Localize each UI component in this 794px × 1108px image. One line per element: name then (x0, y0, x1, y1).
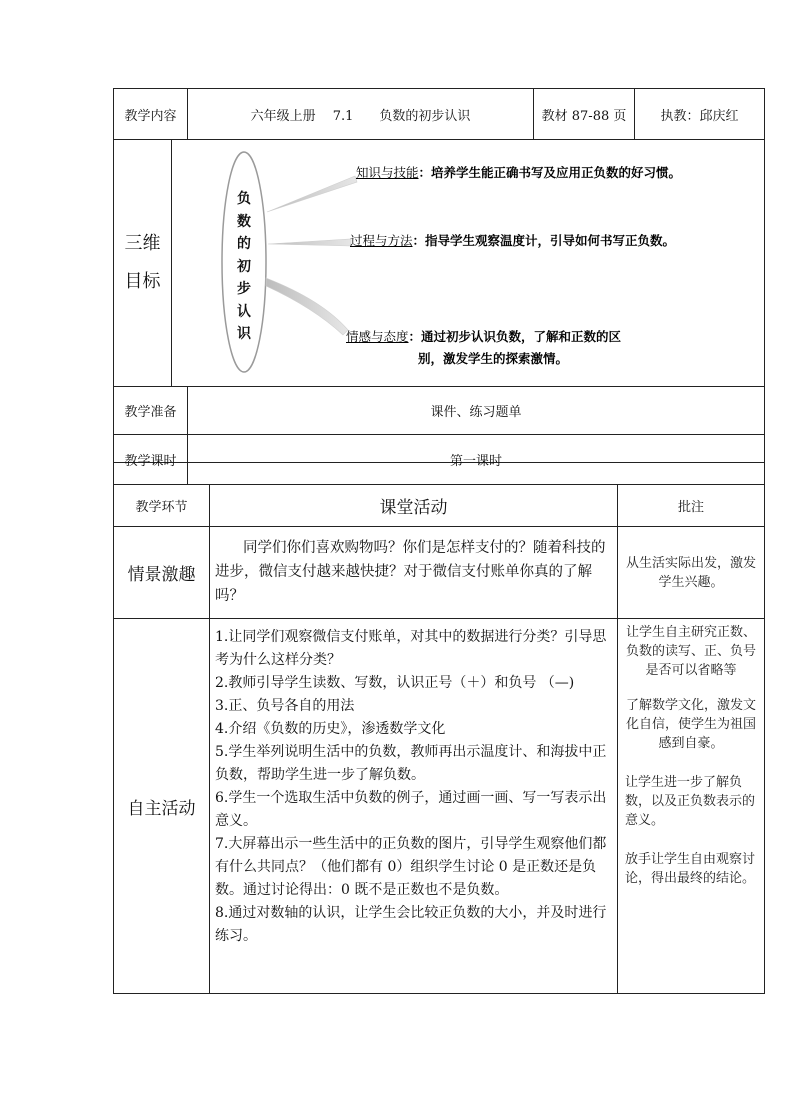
activity-table (113, 484, 765, 994)
emotion-goal (346, 326, 746, 370)
self-item-7: 7.大屏幕出示一些生活中的正负数的图片，引导学生观察他们都有什么共同点？（他们都有 0）组织学生讨论 0 是正数还是负数。通过讨论得出：0 既不是正数也不是负数。 (215, 836, 607, 898)
content-label: 教学内容 (124, 108, 177, 124)
topic-char: 初 (237, 258, 251, 275)
self-activity-cell (210, 619, 618, 993)
self-stage-cell (114, 619, 210, 993)
scene-stage: 情景激趣 (127, 565, 196, 585)
process-key: 过程与方法 (350, 233, 413, 248)
process-text: ：指导学生观察温度计，引导如何书写正负数。 (412, 233, 676, 248)
scene-note-cell (618, 527, 764, 619)
self-item-5: 5.学生举列说明生活中的负数，教师再出示温度计、和海拔中正负数，帮助学生进一步了解负数。 (215, 744, 607, 783)
prep-value: 课件、练习题单 (430, 405, 522, 420)
self-item-4: 4.介绍《负数的历史》，渗透数学文化 (215, 721, 446, 737)
activity-header: 课堂活动 (379, 498, 448, 518)
self-note-2: 了解数学文化，激发文化自信，使学生为祖国感到自豪。 (625, 698, 756, 751)
period-table (113, 434, 765, 485)
activity-header-cell (210, 485, 618, 527)
topic-char: 步 (237, 281, 251, 297)
emotion-text-1: ：通过初步认识负数，了解和正数的区 (408, 329, 622, 344)
period-value-cell (188, 434, 764, 484)
stage-header-cell (114, 485, 210, 527)
self-note-3: 让学生进一步了解负数，以及正负数表示的意义。 (625, 775, 756, 828)
goals-label-line2: 目标 (124, 271, 161, 292)
knowledge-goal (356, 162, 756, 184)
prep-label-cell (114, 387, 188, 435)
scene-text: 同学们你们喜欢购物吗？你们是怎样支付的？随着科技的进步，微信支付越来越快捷？对于微信支付账单你真的了解吗？ (215, 540, 606, 604)
scene-stage-cell (114, 527, 210, 619)
content-label-cell (114, 89, 188, 140)
self-note-1: 让学生自主研究正数、负数的读写、正、负号是否可以省略等 (625, 625, 756, 678)
knowledge-text: ：培养学生能正确书写及应用正负数的好习惯。 (418, 165, 682, 180)
emotion-ray (266, 278, 348, 335)
self-item-6: 6.学生一个选取生活中负数的例子，通过画一画、写一写表示出意义。 (215, 790, 607, 829)
self-notes-cell (618, 619, 764, 993)
self-stage: 自主活动 (127, 798, 196, 819)
process-goal (350, 230, 750, 252)
notes-header: 批注 (677, 500, 704, 515)
lesson-title-cell (188, 89, 534, 140)
knowledge-key: 知识与技能 (356, 165, 419, 180)
topic-char: 识 (237, 326, 251, 342)
topic-vertical-text (233, 188, 255, 346)
self-item-1: 1.让同学们观察微信支付账单，对其中的数据进行分类？引导思考为什么这样分类？ (215, 629, 607, 668)
stage-header: 教学环节 (135, 500, 188, 515)
period-label: 教学课时 (124, 453, 177, 469)
goals-label-line1: 三维 (124, 233, 161, 254)
topic-char: 负 (237, 191, 251, 207)
knowledge-ray (267, 176, 357, 212)
goals-diagram-cell (172, 140, 764, 387)
emotion-text-2: 别，激发学生的探索激情。 (418, 351, 569, 366)
topic-char: 数 (237, 213, 251, 230)
lesson-title: 六年级上册 7.1 负数的初步认识 (250, 108, 471, 124)
lesson-info-table (113, 88, 765, 463)
scene-note: 从生活实际出发，激发学生兴趣。 (626, 555, 757, 590)
self-item-2: 2.教师引导学生读数、写数，认识正号（＋）和负号 （—) (215, 675, 575, 691)
period-label-cell (114, 434, 188, 484)
emotion-key: 情感与态度 (346, 329, 409, 344)
self-note-4: 放手让学生自由观察讨论，得出最终的结论。 (625, 852, 756, 886)
prep-value-cell (188, 387, 764, 435)
textbook-cell (534, 89, 635, 140)
teacher-cell (635, 89, 764, 140)
prep-label: 教学准备 (124, 405, 177, 420)
process-ray (268, 239, 351, 246)
period-value: 第一课时 (449, 453, 502, 469)
textbook-pages: 教材 87-88 页 (541, 108, 627, 124)
topic-char: 认 (237, 303, 251, 320)
teacher-name: 执教：邱庆红 (660, 108, 739, 124)
self-item-8: 8.通过对数轴的认识，让学生会比较正负数的大小，并及时进行练习。 (215, 905, 607, 944)
topic-char: 的 (237, 236, 251, 252)
self-item-3: 3.正、负号各自的用法 (215, 698, 355, 714)
scene-activity-cell (210, 527, 618, 619)
goals-label-cell (114, 140, 172, 387)
notes-header-cell (618, 485, 764, 527)
